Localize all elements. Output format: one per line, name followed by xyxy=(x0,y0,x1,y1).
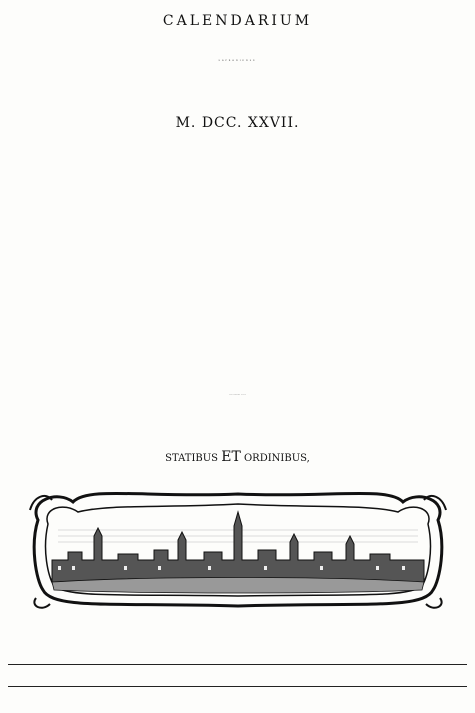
title-year: M. DCC. XXVII. xyxy=(175,115,300,131)
heading-statibus-ordinibus xyxy=(0,450,475,464)
title-soproniense: SOPRONIENSE xyxy=(218,60,257,62)
word-ordinibus: ORDINIBUS, xyxy=(243,453,310,464)
city-view-engraving xyxy=(28,490,448,612)
heading-regni: REGNI APOSTOLICO - MARIANI xyxy=(229,395,246,396)
rule-top xyxy=(8,664,467,665)
rule-bottom xyxy=(8,686,467,687)
word-statibus: STATIBUS xyxy=(165,453,219,464)
title-calendarium: CALENDARIUM xyxy=(162,13,313,29)
word-et: ET xyxy=(221,449,241,465)
